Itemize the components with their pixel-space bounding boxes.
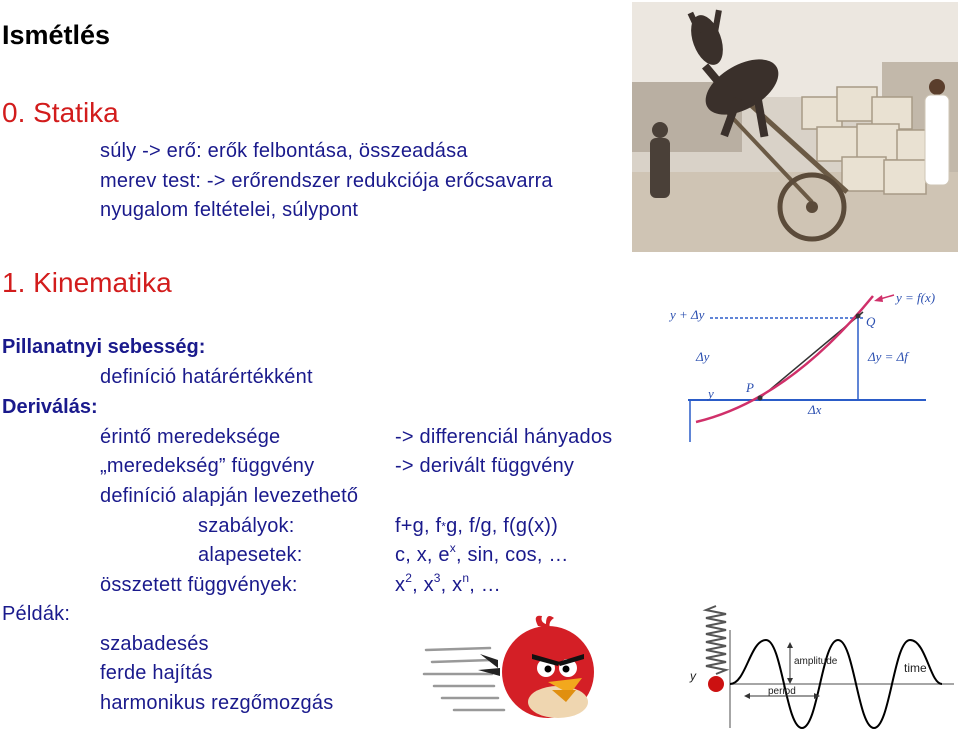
derivalas-row-right: -> differenciál hányados [395,426,613,448]
donkey-cart-photo [632,2,958,252]
osszetett-value: $x^2$, $x^3$, $x^n$, … [395,571,501,596]
alapesetek-label: alapesetek: [198,544,303,566]
label-p: P [746,380,754,395]
label-dy: Δy [696,349,710,364]
statika-line: nyugalom feltételei, súlypont [100,199,359,221]
label-amplitude: amplitude [794,656,838,667]
statika-line: súly -> erő: erők felbontása, összeadása [100,140,468,162]
section-kinematika-heading: 1. Kinematika [2,267,172,298]
mass-ball [708,676,724,692]
page-title: Ismétlés [2,20,111,50]
section-statika-heading: 0. Statika [2,97,119,128]
example-item: szabadesés [100,633,209,655]
motion-lines [424,648,504,710]
pillanatnyi-label: Pillanatnyi sebesség: [2,336,206,358]
szabalyok-value: f+g, f*g, f/g, f(g(x)) [395,515,559,537]
peldak-label: Példák: [2,603,71,625]
derivalas-row-left: érintő meredeksége [100,426,281,448]
label-time: time [904,661,927,675]
osszetett-label: összetett függvények: [100,574,298,596]
derivalas-row-left: „meredekség” függvény [100,455,315,477]
label-dy-eq-df: Δy = Δf [868,349,908,364]
pillanatnyi-definition: definíció határértékként [100,366,313,388]
label-y-plus-dy: y + Δy [670,307,705,322]
alapesetek-value: c, x, $e^x$, sin, cos, … [395,541,569,566]
statika-line: merev test: -> erőrendszer redukciója erőcsavarra [100,170,553,192]
curve-arrowhead [874,295,883,302]
label-y: y [708,386,714,401]
label-y-axis: y [690,669,696,683]
example-item: ferde hajítás [100,662,213,684]
function-curve [696,296,873,422]
label-period: period [768,686,796,697]
angry-bird-figure [420,610,600,728]
point-p [758,396,763,401]
point-q [856,314,861,319]
label-q: Q [866,314,876,329]
harmonic-oscillation-figure [686,600,958,734]
derivalas-row-right: -> derivált függvény [395,455,575,477]
levezetheto-text: definíció alapján levezethető [100,485,359,507]
derivalas-label: Deriválás: [2,396,98,418]
derivative-diagram [668,282,948,442]
spring-icon [706,606,726,674]
szabalyok-label: szabályok: [198,515,295,537]
example-item: harmonikus rezgőmozgás [100,692,334,714]
label-y-eq-fx: y = f(x) [896,290,936,305]
label-dx: Δx [808,402,822,417]
